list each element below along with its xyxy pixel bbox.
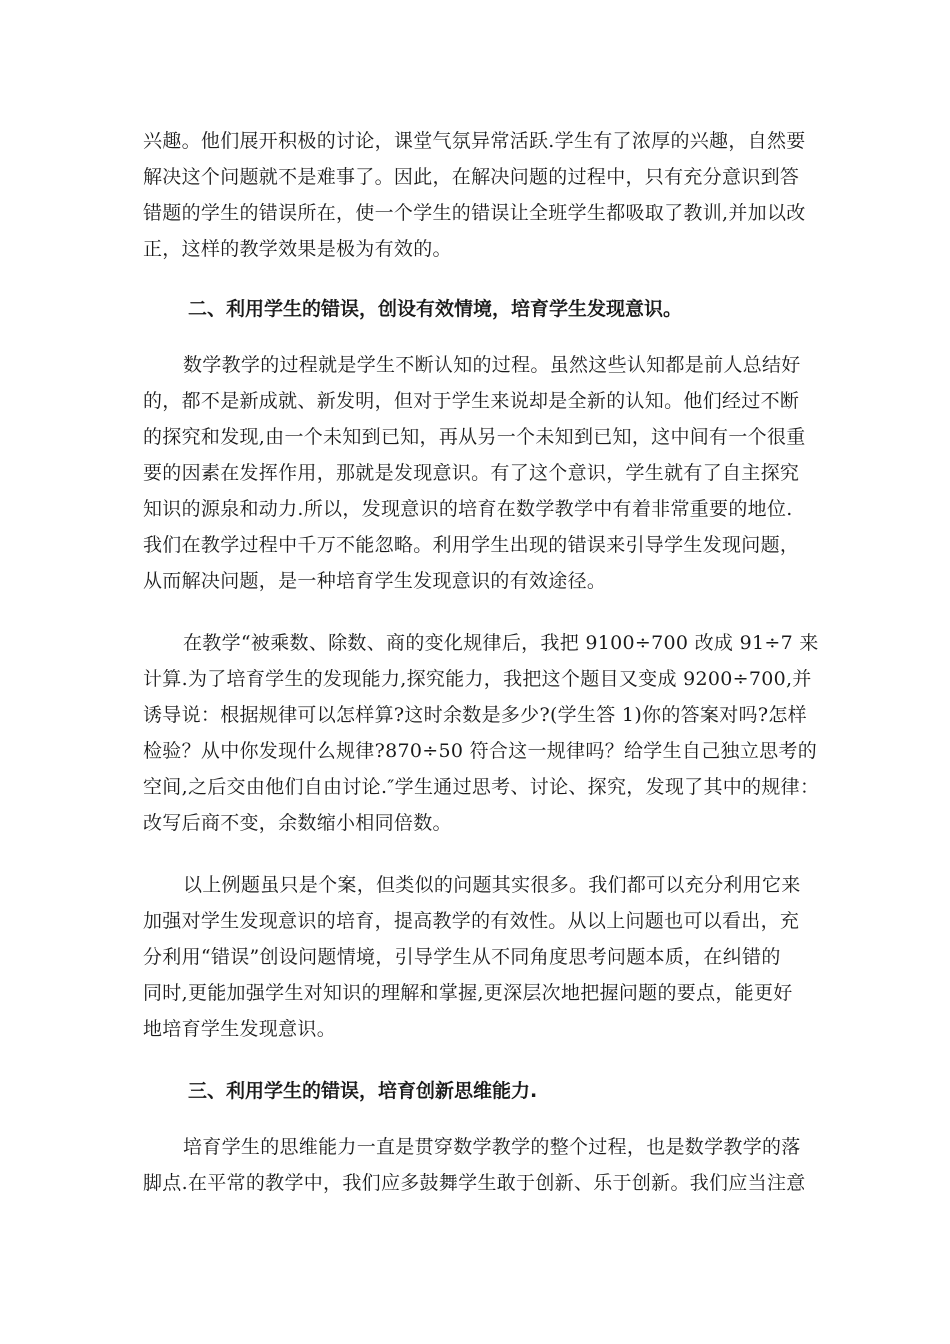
paragraph-2-line-3: 的探究和发现,由一个未知到已知，再从另一个未知到已知，这中间有一个很重 (143, 426, 806, 448)
paragraph-3-line-3: 诱导说：根据规律可以怎样算?这时余数是多少?(学生答 1)你的答案对吗?怎样 (143, 704, 807, 726)
paragraph-2-line-1: 数学教学的过程就是学生不断认知的过程。虽然这些认知都是前人总结好 (183, 354, 801, 376)
section-heading-2: 二、利用学生的错误，创设有效情境，培育学生发现意识。 (188, 298, 683, 320)
paragraph-1-line-4: 正，这样的教学效果是极为有效的。 (143, 238, 452, 260)
paragraph-3-line-2: 计算.为了培育学生的发现能力,探究能力，我把这个题目又变成 9200÷700,并 (143, 668, 812, 690)
paragraph-2-line-6: 我们在教学过程中千万不能忽略。利用学生出现的错误来引导学生发现问题， (143, 534, 800, 556)
paragraph-2-line-5: 知识的源泉和动力.所以，发现意识的培育在数学教学中有着非常重要的地位. (143, 498, 793, 520)
paragraph-3-line-6: 改写后商不变，余数缩小相同倍数。 (143, 812, 452, 834)
paragraph-4-line-4: 同时,更能加强学生对知识的理解和掌握,更深层次地把握问题的要点，能更好 (143, 982, 793, 1004)
paragraph-4-line-5: 地培育学生发现意识。 (143, 1018, 337, 1040)
paragraph-3-line-1: 在教学“被乘数、除数、商的变化规律后，我把 9100÷700 改成 91÷7 来 (183, 632, 819, 654)
paragraph-4-line-2: 加强对学生发现意识的培育，提高教学的有效性。从以上问题也可以看出，充 (143, 910, 800, 932)
paragraph-3-line-4: 检验？从中你发现什么规律?870÷50 符合这一规律吗？给学生自己独立思考的 (143, 740, 817, 762)
paragraph-4-line-1: 以上例题虽只是个案，但类似的问题其实很多。我们都可以充分利用它来 (183, 874, 801, 896)
paragraph-5-line-2: 脚点.在平常的教学中，我们应多鼓舞学生敢于创新、乐于创新。我们应当注意 (143, 1172, 806, 1194)
paragraph-2-line-4: 要的因素在发挥作用，那就是发现意识。有了这个意识，学生就有了自主探究 (143, 462, 800, 484)
paragraph-3-line-5: 空间,之后交由他们自由讨论.″学生通过思考、讨论、探究，发现了其中的规律： (143, 776, 820, 798)
paragraph-1-line-1: 兴趣。他们展开积极的讨论，课堂气氛异常活跃.学生有了浓厚的兴趣，自然要 (143, 130, 806, 152)
section-heading-3: 三、利用学生的错误，培育创新思维能力. (188, 1080, 538, 1102)
paragraph-2-line-2: 的，都不是新成就、新发明，但对于学生来说却是全新的认知。他们经过不断 (143, 390, 800, 412)
paragraph-1-line-2: 解决这个问题就不是难事了。因此，在解决问题的过程中，只有充分意识到答 (143, 166, 800, 188)
paragraph-2-line-7: 从而解决问题，是一种培育学生发现意识的有效途径。 (143, 570, 607, 592)
paragraph-4-line-3: 分利用“错误”创设问题情境，引导学生从不同角度思考问题本质，在纠错的 (143, 946, 781, 968)
paragraph-1-line-3: 错题的学生的错误所在，使一个学生的错误让全班学生都吸取了教训,并加以改 (143, 202, 806, 224)
paragraph-5-line-1: 培育学生的思维能力一直是贯穿数学教学的整个过程，也是数学教学的落 (183, 1136, 801, 1158)
